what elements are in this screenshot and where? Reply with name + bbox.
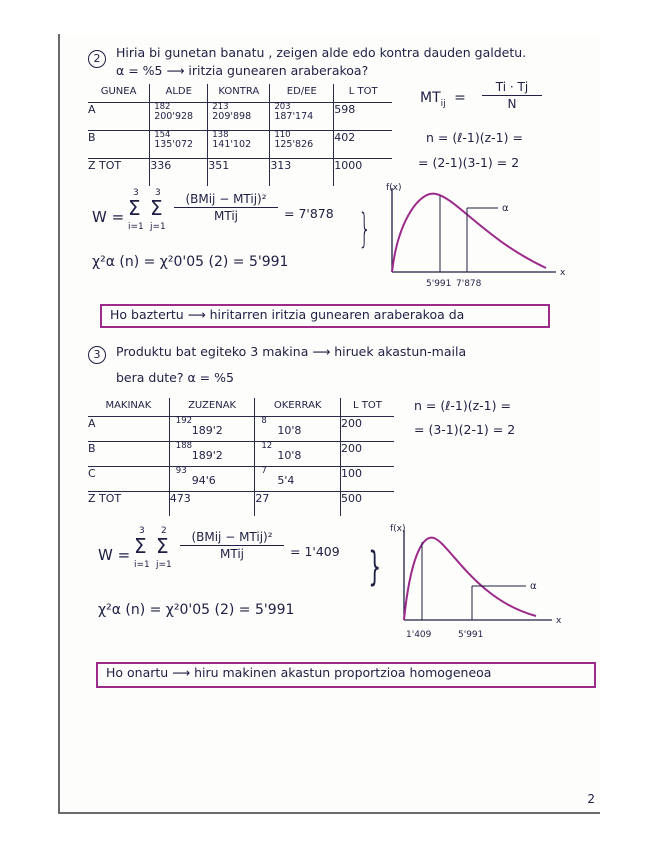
table-row — [88, 102, 392, 130]
w-numerator: (BMij − MTij)² — [191, 530, 273, 544]
table-header: MAKINAK — [88, 398, 169, 416]
ex2-conclusion-box — [100, 304, 550, 328]
row-label: B — [88, 130, 150, 158]
expected-value: 200'928 — [154, 110, 194, 122]
expected-value: 209'898 — [212, 110, 252, 122]
critical-value-label: 5'991 — [458, 630, 484, 640]
expected-value: 189'2 — [191, 423, 223, 437]
totals-row — [88, 491, 394, 516]
observed-value: 12 — [261, 440, 273, 451]
ex2-question-line1: Hiria bi gunetan banatu , zeigen alde edo kontra dauden galdetu. — [116, 45, 527, 60]
observed-value: 7 — [261, 465, 267, 476]
ex2-w-lhs: W = — [92, 208, 125, 226]
observed-value: 93 — [175, 465, 187, 476]
ex3-question-line1: Produktu bat egiteko 3 makina ⟶ hiruek akastun-maila — [116, 344, 467, 359]
row-total: 100 — [340, 466, 394, 491]
ex3-w-result: = 1'409 — [290, 544, 340, 559]
mt-denominator: N — [507, 97, 517, 111]
ex3-df-line1: n = (ℓ-1)(z-1) = — [414, 398, 511, 413]
ex3-contingency-table — [88, 398, 394, 516]
table-header: L TOT — [334, 84, 392, 102]
right-brace-icon: } — [358, 206, 372, 252]
row-label: A — [88, 416, 169, 441]
grand-total: 500 — [340, 491, 394, 516]
mt-numerator: Ti · Tj — [495, 80, 529, 94]
table-header: L TOT — [340, 398, 394, 416]
ex3-conclusion: Ho onartu ⟶ hiru makinen akastun proportzioa homogeneoa — [106, 665, 492, 680]
f-label: f(x) — [390, 524, 406, 534]
ex3-w-lhs: W = — [98, 546, 131, 564]
exercise-2-number: 2 — [88, 50, 106, 68]
column-total: 351 — [208, 158, 270, 186]
table-header: ALDE — [150, 84, 208, 102]
ex2-chi-line: χ²α (n) = χ²0'05 (2) = 5'991 — [92, 254, 289, 270]
sum-lower: i=1 — [128, 222, 144, 232]
table-header: ED/EE — [270, 84, 334, 102]
statistic-value-label: 7'878 — [456, 279, 482, 289]
density-curve — [392, 194, 546, 272]
ex2-chi-square-graph — [376, 180, 576, 290]
x-label: x — [560, 268, 566, 278]
right-brace-icon: } — [368, 544, 382, 590]
row-label: C — [88, 466, 169, 491]
expected-value: 94'6 — [191, 473, 216, 487]
sum-upper: 3 — [133, 188, 139, 198]
observed-value: 110 — [274, 129, 291, 140]
row-total: 200 — [340, 441, 394, 466]
page-number: 2 — [587, 792, 595, 806]
expected-value: 5'4 — [277, 473, 295, 487]
ex2-w-result: = 7'878 — [284, 206, 334, 221]
ex3-df-line2: = (3-1)(2-1) = 2 — [414, 422, 516, 437]
table-header: OKERRAK — [255, 398, 341, 416]
exercise-3-number: 3 — [88, 346, 106, 364]
column-total: 336 — [150, 158, 208, 186]
observed-value: 154 — [154, 129, 171, 140]
sum-upper: 2 — [161, 526, 167, 536]
ex2-contingency-table — [88, 84, 392, 186]
totals-label: Z TOT — [88, 158, 150, 186]
sigma-icon: Σ — [150, 196, 163, 220]
ex3-chi-square-graph — [386, 520, 576, 645]
critical-value-label: 5'991 — [426, 279, 452, 289]
ex2-w-fraction — [174, 192, 278, 223]
row-label: B — [88, 441, 169, 466]
observed-value: 192 — [175, 415, 193, 426]
column-total: 473 — [169, 491, 255, 516]
w-denominator: MTij — [214, 209, 238, 223]
expected-value: 135'072 — [154, 138, 194, 150]
alpha-label: α — [502, 203, 509, 214]
row-total: 402 — [334, 130, 392, 158]
ex2-df-line1: n = (ℓ-1)(z-1) = — [426, 130, 523, 145]
expected-value: 10'8 — [277, 423, 302, 437]
observed-value: 213 — [212, 101, 229, 112]
density-curve — [404, 538, 536, 620]
observed-value: 138 — [212, 129, 229, 140]
w-numerator: (BMij − MTij)² — [185, 192, 267, 206]
expected-value: 187'174 — [274, 110, 314, 122]
column-total: 27 — [255, 491, 341, 516]
table-header: KONTRA — [208, 84, 270, 102]
ex3-w-fraction — [180, 530, 284, 561]
table-row — [88, 466, 394, 491]
table-row — [88, 130, 392, 158]
sigma-icon: Σ — [134, 534, 147, 558]
row-label: A — [88, 102, 150, 130]
expected-value: 189'2 — [191, 448, 223, 462]
sigma-icon: Σ — [128, 196, 141, 220]
expected-value: 10'8 — [277, 448, 302, 462]
f-label: f(x) — [386, 183, 402, 193]
sum-upper: 3 — [155, 188, 161, 198]
totals-row — [88, 158, 392, 186]
sigma-icon: Σ — [156, 534, 169, 558]
ex2-df-line2: = (2-1)(3-1) = 2 — [418, 155, 520, 170]
mt-formula-fraction — [482, 80, 542, 111]
x-label: x — [556, 616, 562, 626]
sum-lower: i=1 — [134, 560, 150, 570]
ex3-chi-line: χ²α (n) = χ²0'05 (2) = 5'991 — [98, 602, 295, 618]
ex3-question-line2: bera dute? α = %5 — [116, 370, 234, 385]
observed-value: 203 — [274, 101, 291, 112]
observed-value: 182 — [154, 101, 171, 112]
observed-value: 188 — [175, 440, 193, 451]
w-denominator: MTij — [220, 547, 244, 561]
sum-lower: j=1 — [156, 560, 172, 570]
alpha-label: α — [530, 581, 537, 592]
table-header: ZUZENAK — [169, 398, 255, 416]
ex3-conclusion-box — [96, 662, 596, 688]
sum-upper: 3 — [139, 526, 145, 536]
ex2-question-line2: α = %5 ⟶ iritzia gunearen araberakoa? — [116, 63, 369, 78]
ex2-conclusion: Ho baztertu ⟶ hiritarren iritzia gunearen araberakoa da — [110, 307, 465, 322]
grand-total: 1000 — [334, 158, 392, 186]
table-row — [88, 441, 394, 466]
column-total: 313 — [270, 158, 334, 186]
statistic-value-label: 1'409 — [406, 630, 432, 640]
expected-value: 141'102 — [212, 138, 252, 150]
table-header: GUNEA — [88, 84, 150, 102]
mt-formula-lhs: $MT_{ij}$ = — [420, 90, 466, 109]
totals-label: Z TOT — [88, 491, 169, 516]
sum-lower: j=1 — [150, 222, 166, 232]
row-total: 200 — [340, 416, 394, 441]
table-row — [88, 416, 394, 441]
expected-value: 125'826 — [274, 138, 314, 150]
observed-value: 8 — [261, 415, 267, 426]
row-total: 598 — [334, 102, 392, 130]
